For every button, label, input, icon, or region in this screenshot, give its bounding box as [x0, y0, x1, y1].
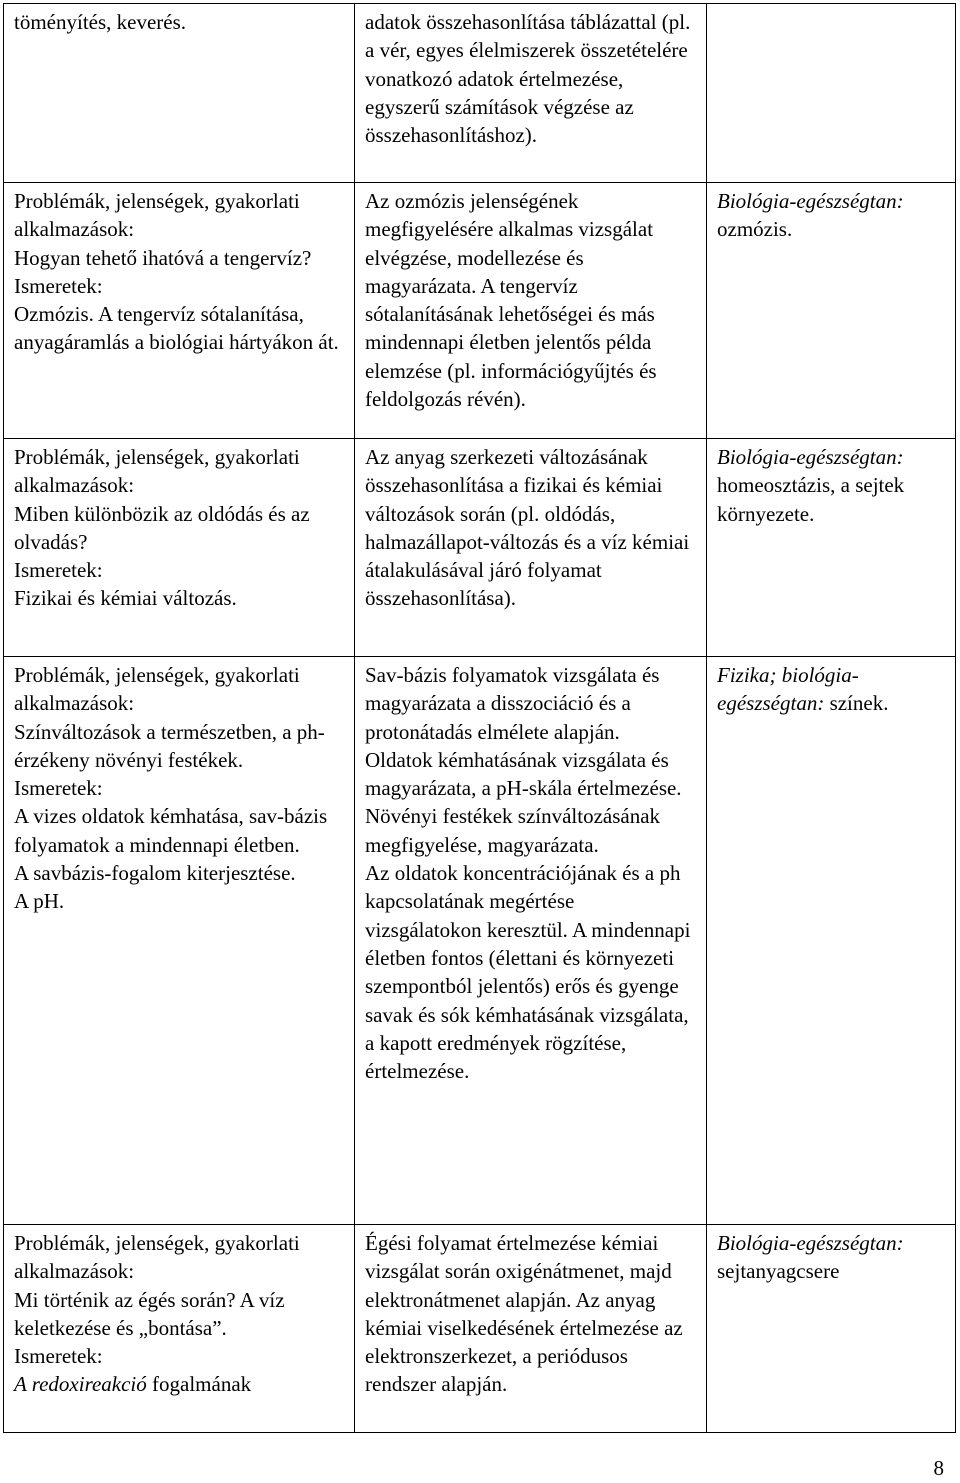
knowledge-text: fogalmának: [146, 1372, 252, 1397]
table-cell: [4, 4, 355, 183]
cell-text: Oldatok kémhatásának vizsgálata és magyarázata, a pH-skála értelmezése.: [365, 747, 682, 801]
knowledge-label: Ismeretek:: [14, 558, 103, 583]
table-row: [4, 439, 956, 657]
knowledge-term: A redoxireakció: [14, 1372, 147, 1397]
table-cell: [4, 439, 355, 657]
crossref-label: Fizika; biológia-egészségtan:: [717, 663, 859, 716]
crossref-label: Biológia-egészségtan:: [717, 1231, 904, 1255]
problems-text: Hogyan tehető ihatóvá a tengervíz?: [14, 245, 312, 270]
page-number: 8: [933, 1456, 944, 1480]
cell-text: Az oldatok koncentrációjának és a ph kapcsolatának megértése vizsgálatokon keresztül. A mindennapi életben fontos (élettani és környezeti szempontból jelentős) erős és gyenge savak és sók kémhatásának vizsgálata, a kapott eredmények rögzítése, értelmezése.: [365, 861, 691, 1084]
knowledge-label: Ismeretek:: [14, 273, 103, 298]
cell-text: Az anyag szerkezeti változásának összehasonlítása a fizikai és kémiai változások során (pl. oldódás, halmazállapot-változás és a víz kémiai átalakulásával járó folyamat összehasonlítása).: [365, 445, 690, 611]
problems-label: Problémák, jelenségek, gyakorlati alkalmazások:: [14, 1231, 300, 1284]
problems-text: Színváltozások a természetben, a ph-érzékeny növényi festékek.: [14, 719, 325, 772]
table-cell: [707, 439, 956, 657]
table-cell: [355, 183, 707, 439]
problems-label: Problémák, jelenségek, gyakorlati alkalmazások:: [14, 189, 300, 242]
table-cell: [4, 183, 355, 439]
knowledge-text: A vizes oldatok kémhatása, sav-bázis folyamatok a mindennapi életben.: [14, 804, 328, 857]
cell-text: Égési folyamat értelmezése kémiai vizsgálat során oxigénátmenet, majd elektronátmenet alapján. Az anyag kémiai viselkedésének értelmezése az elektronszerkezet, a periódusos rendszer alapján.: [365, 1231, 683, 1397]
table-cell: [707, 183, 956, 439]
crossref-text: homeosztázis, a sejtek környezete.: [717, 473, 905, 526]
problems-text: Miben különbözik az oldódás és az olvadás?: [14, 501, 310, 554]
crossref-text: színek.: [829, 691, 889, 716]
cell-text: Az ozmózis jelenségének megfigyelésére alkalmas vizsgálat elvégzése, modellezése és magyarázata. A tengervíz sótalanításának lehetőségei és más mindennapi életben jelentős példa elemzése (pl. információgyűjtés és feldolgozás révén).: [365, 189, 657, 412]
cell-text: töményítés, keverés.: [14, 10, 187, 34]
table-cell: [355, 439, 707, 657]
table-cell: [4, 657, 355, 1225]
table-row: [4, 1225, 956, 1433]
crossref-text: ozmózis.: [717, 217, 793, 242]
cell-text: Sav-bázis folyamatok vizsgálata és magyarázata a disszociáció és a protonátadás elmélete alapján.: [365, 663, 660, 744]
cell-text: adatok összehasonlítása táblázattal (pl. a vér, egyes élelmiszerek összetételére vonatkozó adatok értelmezése, egyszerű számítások végzése az összehasonlításhoz).: [365, 10, 691, 148]
cell-text: Növényi festékek színváltozásának megfigyelése, magyarázata.: [365, 804, 661, 857]
curriculum-table: [3, 3, 956, 1433]
table-cell: [4, 1225, 355, 1433]
table-cell: [355, 4, 707, 183]
crossref-label: Biológia-egészségtan:: [717, 189, 904, 213]
table-cell: [355, 1225, 707, 1433]
crossref-label: Biológia-egészségtan:: [717, 445, 904, 469]
table-row: [4, 657, 956, 1225]
knowledge-text: Fizikai és kémiai változás.: [14, 586, 237, 611]
problems-label: Problémák, jelenségek, gyakorlati alkalmazások:: [14, 445, 300, 498]
knowledge-text: A pH.: [14, 889, 65, 914]
table-cell: [707, 1225, 956, 1433]
knowledge-text: Ozmózis. A tengervíz sótalanítása, anyagáramlás a biológiai hártyákon át.: [14, 302, 339, 355]
table-cell: [355, 657, 707, 1225]
knowledge-label: Ismeretek:: [14, 776, 103, 801]
crossref-text: sejtanyagcsere: [717, 1259, 840, 1284]
problems-text: Mi történik az égés során? A víz keletkezése és „bontása”.: [14, 1287, 285, 1340]
table-row: [4, 4, 956, 183]
problems-label: Problémák, jelenségek, gyakorlati alkalmazások:: [14, 663, 300, 716]
table-cell: [707, 4, 956, 183]
knowledge-text: A savbázis-fogalom kiterjesztése.: [14, 861, 296, 886]
knowledge-label: Ismeretek:: [14, 1344, 103, 1369]
table-cell: [707, 657, 956, 1225]
table-row: [4, 183, 956, 439]
